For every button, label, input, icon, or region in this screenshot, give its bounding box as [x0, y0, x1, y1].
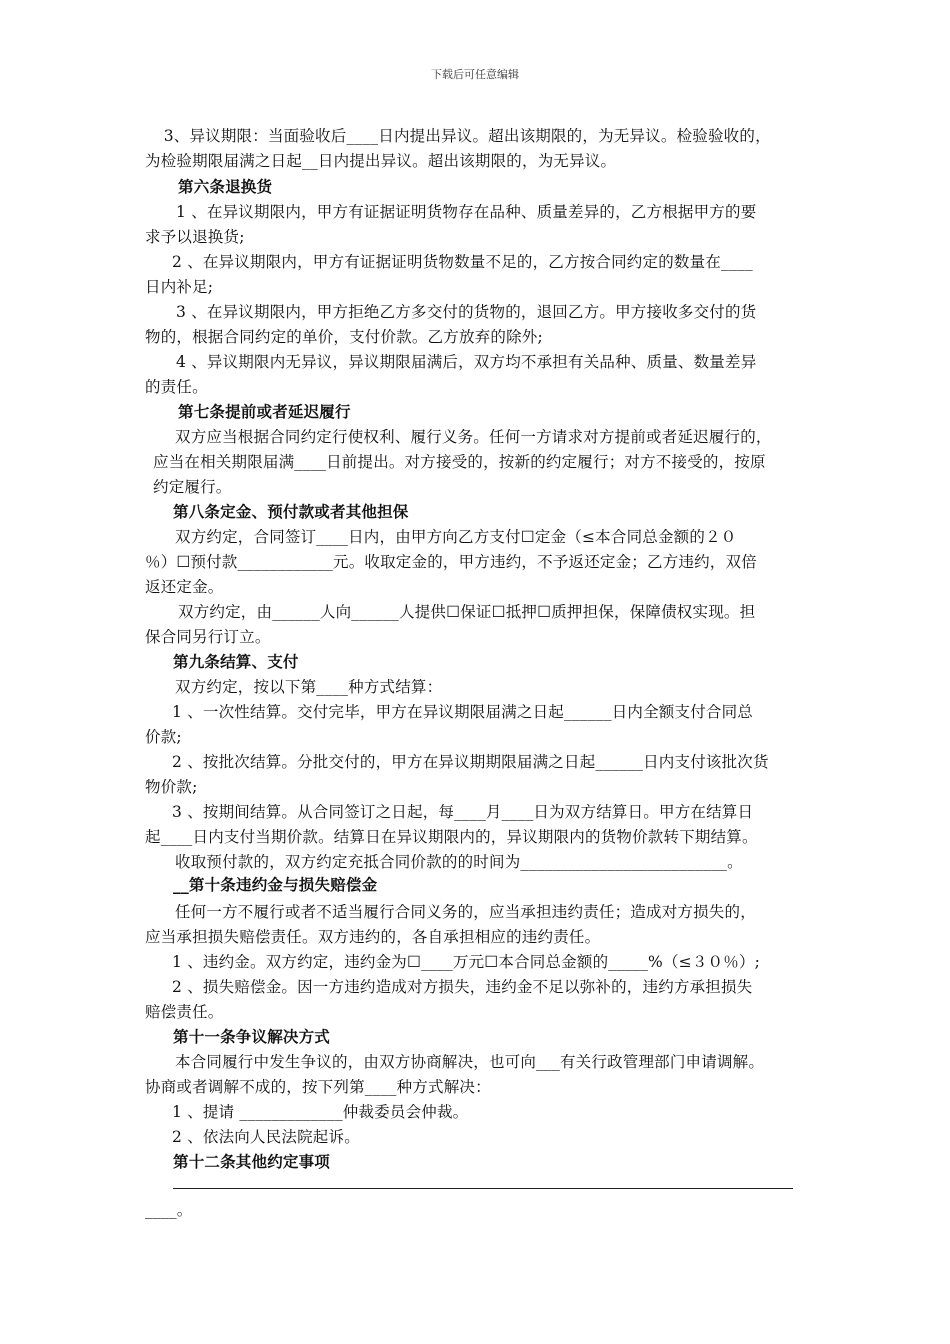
- text-line: 价款;: [145, 728, 182, 746]
- section-heading: 第六条退换货: [178, 177, 273, 196]
- section-heading: 第七条提前或者延迟履行: [178, 402, 351, 421]
- text-line: 任何一方不履行或者不适当履行合同义务的，应当承担违约责任；造成对方损失的，: [175, 903, 756, 921]
- section-heading: 第八条定金、预付款或者其他担保: [173, 502, 409, 521]
- text-line: 收取预付款的，双方约定充抵合同价款的的时间为__________________________。: [175, 853, 743, 871]
- text-line: ____。: [145, 1201, 193, 1219]
- text-line: 3、异议期限：当面验收后____日内提出异议。超出该期限的，为无异议。检验验收的，: [148, 127, 771, 145]
- text-line: 应当承担损失赔偿责任。双方违约的，各自承担相应的违约责任。: [145, 928, 601, 946]
- section-heading: 第九条结算、支付: [173, 652, 299, 671]
- text-line: 本合同履行中发生争议的，由双方协商解决，也可向___有关行政管理部门申请调解。: [175, 1053, 765, 1071]
- section-heading: 第十二条其他约定事项: [173, 1152, 331, 1171]
- text-line: 协商或者调解不成的，按下列第____种方式解决：: [145, 1078, 491, 1096]
- text-line: 求予以退换货;: [145, 228, 245, 246]
- text-line: 3 、在异议期限内，甲方拒绝乙方多交付的货物的，退回乙方。甲方接收多交付的货: [176, 303, 757, 321]
- text-line: 1 、提请 _____________仲裁委员会仲裁。: [172, 1103, 469, 1121]
- text-line: 双方约定，由______人向______人提供☐保证☐抵押☐质押担保，保障债权实现。担: [178, 603, 756, 621]
- text-line: 4 、异议期限内无异议，异议期限届满后，双方均不承担有关品种、质量、数量差异: [176, 353, 757, 371]
- text-line: 双方应当根据合同约定行使权利、履行义务。任何一方请求对方提前或者延迟履行的，: [175, 428, 772, 446]
- text-line: 1 、违约金。双方约定，违约金为☐____万元☐本合同总金额的_____%（≤３０％）;: [172, 953, 761, 971]
- text-line: 2 、依法向人民法院起诉。: [172, 1128, 360, 1146]
- text-line: 赔偿责任。: [145, 1003, 224, 1021]
- text-line: 日内补足;: [145, 278, 214, 296]
- text-line: 物价款;: [145, 778, 198, 796]
- text-line: 的责任。: [145, 378, 208, 396]
- text-line: 保合同另行订立。: [145, 628, 271, 646]
- text-line: 2 、按批次结算。分批交付的，甲方在异议期期限届满之日起______日内支付该批次货: [172, 753, 769, 771]
- text-line: ％）☐预付款____________元。收取定金的，甲方违约，不予返还定金；乙方违约，双倍: [145, 553, 757, 571]
- text-line: 为检验期限届满之日起__日内提出异议。超出该期限的，为无异议。: [145, 152, 617, 170]
- blank-fill-line: [173, 1188, 793, 1189]
- section-heading: 第十一条争议解决方式: [173, 1027, 331, 1046]
- text-line: 约定履行。: [153, 478, 232, 496]
- text-line: 2 、损失赔偿金。因一方违约造成对方损失，违约金不足以弥补的，违约方承担损失: [172, 978, 753, 996]
- text-line: 物的，根据合同约定的单价，支付价款。乙方放弃的除外;: [145, 328, 543, 346]
- text-line: 应当在相关期限届满____日前提出。对方接受的，按新的约定履行；对方不接受的，按原: [153, 453, 766, 471]
- text-line: 3 、按期间结算。从合同签订之日起，每____月____日为双方结算日。甲方在结算日: [172, 803, 754, 821]
- text-line: 1 、在异议期限内，甲方有证据证明货物存在品种、质量差异的，乙方根据甲方的要: [176, 203, 757, 221]
- text-line: 双方约定，按以下第____种方式结算：: [175, 678, 443, 696]
- text-line: 起____日内支付当期价款。结算日在异议期限内的，异议期限内的货物价款转下期结算。: [145, 828, 758, 846]
- page-header: 下载后可任意编辑: [431, 68, 519, 81]
- text-line: 1 、一次性结算。交付完毕，甲方在异议期限届满之日起______日内全额支付合同总: [172, 703, 753, 721]
- text-line: 返还定金。: [145, 578, 224, 596]
- text-line: 2 、在异议期限内，甲方有证据证明货物数量不足的，乙方按合同约定的数量在____: [172, 253, 753, 271]
- section-heading: __第十条违约金与损失赔偿金: [173, 875, 378, 894]
- text-line: 双方约定，合同签订____日内，由甲方向乙方支付☐定金（≤本合同总金额的２０: [175, 528, 737, 546]
